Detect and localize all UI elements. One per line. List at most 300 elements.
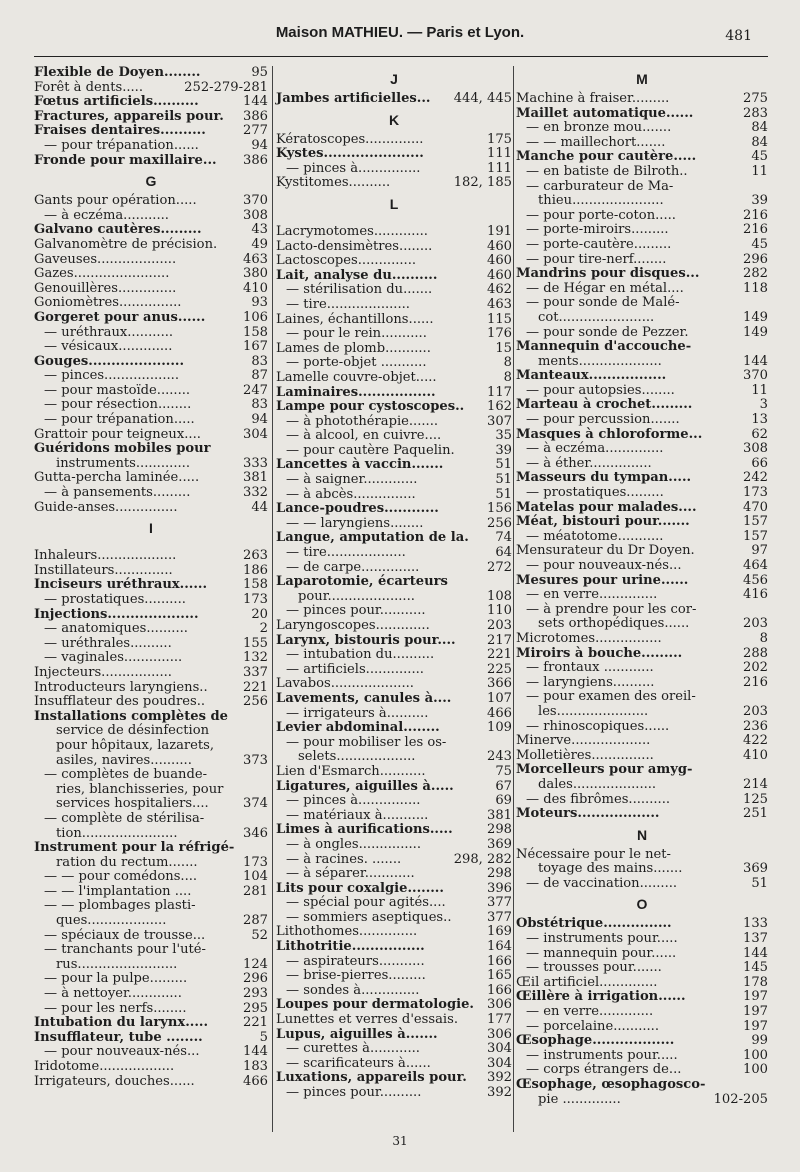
entry-page-ref: 158 bbox=[243, 577, 268, 593]
entry-term: Lamelle couvre-objet..... bbox=[276, 369, 437, 385]
entry-term: Lits pour coxalgie........ bbox=[276, 880, 444, 896]
index-entry bbox=[276, 429, 512, 444]
index-entry bbox=[276, 867, 512, 882]
index-entry bbox=[516, 961, 768, 976]
entry-page-ref: 94 bbox=[251, 412, 268, 428]
index-entry bbox=[516, 267, 768, 282]
index-entry bbox=[516, 501, 768, 516]
entry-page-ref: 243 bbox=[487, 749, 512, 765]
entry-term: — pour mobiliser les os- bbox=[286, 734, 447, 750]
index-entry bbox=[276, 663, 512, 678]
entry-term: — pour autopsies........ bbox=[526, 382, 675, 398]
entry-page-ref: 109 bbox=[487, 720, 512, 736]
entry-page-ref: 308 bbox=[743, 441, 768, 457]
index-entry bbox=[276, 809, 512, 824]
entry-term: — — plombages plasti- bbox=[44, 898, 196, 914]
index-entry bbox=[34, 637, 268, 652]
entry-page-ref: 100 bbox=[743, 1047, 768, 1063]
entry-page-ref: 155 bbox=[243, 635, 268, 651]
entry-term: Loupes pour dermatologie. bbox=[276, 997, 474, 1013]
entry-page-ref: 281 bbox=[243, 883, 268, 899]
entry-page-ref: 296 bbox=[743, 251, 768, 267]
entry-page-ref: 173 bbox=[243, 592, 268, 607]
index-entry bbox=[516, 530, 768, 545]
entry-page-ref: 169 bbox=[487, 924, 512, 940]
index-entry bbox=[276, 176, 512, 191]
index-entry bbox=[34, 282, 268, 297]
entry-page-ref: 298, 282 bbox=[453, 851, 512, 867]
entry-term: Molletières............... bbox=[516, 747, 654, 763]
entry-term: les...................... bbox=[538, 703, 649, 719]
entry-page-ref: 166 bbox=[487, 982, 512, 998]
entry-page-ref: 369 bbox=[487, 836, 512, 852]
index-entry bbox=[34, 724, 268, 739]
entry-page-ref: 444, 445 bbox=[453, 91, 512, 106]
index-entry bbox=[34, 564, 268, 579]
entry-page-ref: 298 bbox=[487, 822, 512, 838]
entry-term: — pour examen des oreil- bbox=[526, 689, 696, 705]
entry-page-ref: 144 bbox=[243, 94, 268, 110]
index-entry bbox=[516, 136, 768, 151]
entry-term: — tire................... bbox=[286, 545, 406, 561]
entry-page-ref: 282 bbox=[743, 266, 768, 282]
entry-term: Nécessaire pour le net- bbox=[516, 846, 671, 862]
index-entry bbox=[276, 648, 512, 663]
entry-page-ref: 275 bbox=[743, 91, 768, 106]
index-entry bbox=[516, 515, 768, 530]
index-entry bbox=[34, 710, 268, 725]
entry-page-ref: 51 bbox=[751, 875, 768, 891]
index-entry bbox=[516, 877, 768, 892]
index-entry bbox=[34, 622, 268, 637]
entry-page-ref: 75 bbox=[495, 763, 512, 779]
entry-page-ref: 236 bbox=[743, 718, 768, 734]
entry-term: — tranchants pour l'uté- bbox=[44, 942, 206, 958]
entry-term: — pour le rein........... bbox=[286, 326, 427, 342]
entry-page-ref: 277 bbox=[243, 123, 268, 139]
index-entry bbox=[276, 896, 512, 911]
entry-term: — pour les nerfs........ bbox=[44, 1000, 187, 1016]
entry-term: — porte-objet ........... bbox=[286, 355, 427, 371]
index-entry bbox=[516, 253, 768, 268]
index-entry bbox=[516, 617, 768, 632]
index-entry bbox=[276, 225, 512, 240]
index-entry bbox=[34, 943, 268, 958]
index-entry bbox=[34, 340, 268, 355]
entry-term: — complète de stérilisa- bbox=[44, 810, 205, 826]
entry-page-ref: 13 bbox=[751, 412, 768, 428]
index-entry bbox=[34, 856, 268, 871]
index-entry bbox=[516, 647, 768, 662]
index-entry bbox=[276, 254, 512, 269]
entry-term: Matelas pour malades.... bbox=[516, 499, 697, 515]
index-entry bbox=[34, 355, 268, 370]
entry-page-ref: 95 bbox=[251, 65, 268, 80]
index-entry bbox=[276, 911, 512, 926]
page-number: 481 bbox=[725, 28, 752, 44]
index-entry bbox=[34, 442, 268, 457]
entry-term: Lames de plomb........... bbox=[276, 340, 431, 356]
index-entry bbox=[516, 369, 768, 384]
entry-term: Lancettes à vaccin....... bbox=[276, 457, 444, 473]
index-entry bbox=[516, 238, 768, 253]
index-entry bbox=[516, 690, 768, 705]
entry-term: Instrument pour la réfrigé- bbox=[34, 840, 235, 856]
entry-term: — complètes de buande- bbox=[44, 767, 208, 783]
entry-term: Laparotomie, écarteurs bbox=[276, 574, 448, 590]
entry-term: — uréthrales.......... bbox=[44, 635, 172, 651]
entry-page-ref: 66 bbox=[751, 455, 768, 471]
entry-page-ref: 470 bbox=[743, 499, 768, 515]
entry-term: Ligatures, aiguilles à..... bbox=[276, 778, 454, 794]
entry-page-ref: 178 bbox=[743, 974, 768, 990]
index-entry bbox=[276, 488, 512, 503]
index-entry bbox=[34, 754, 268, 769]
entry-page-ref: 15 bbox=[495, 340, 512, 356]
entry-term: — à eczéma........... bbox=[44, 207, 169, 223]
entry-page-ref: 177 bbox=[487, 1012, 512, 1028]
entry-page-ref: 67 bbox=[495, 778, 512, 794]
index-entry bbox=[516, 990, 768, 1005]
entry-term: Lacrymotomes............. bbox=[276, 223, 428, 239]
entry-term: thieu...................... bbox=[538, 193, 664, 209]
entry-term: Insufflateur, tube ........ bbox=[34, 1029, 203, 1045]
entry-page-ref: 144 bbox=[243, 1044, 268, 1060]
entry-term: Guide-anses............... bbox=[34, 499, 178, 515]
index-entry bbox=[516, 92, 768, 107]
entry-term: Machine à fraiser......... bbox=[516, 91, 670, 106]
entry-term: Larynx, bistouris pour.... bbox=[276, 632, 456, 648]
entry-term: Lait, analyse du.......... bbox=[276, 267, 438, 283]
entry-term: Laines, échantillons...... bbox=[276, 311, 434, 327]
index-entry bbox=[34, 154, 268, 169]
entry-term: Morcelleurs pour amyg- bbox=[516, 762, 693, 778]
entry-term: Minerve................... bbox=[516, 733, 651, 749]
entry-page-ref: 173 bbox=[243, 854, 268, 870]
entry-page-ref: 83 bbox=[251, 397, 268, 413]
entry-term: sets orthopédiques...... bbox=[538, 616, 690, 632]
entry-term: Mensurateur du Dr Doyen. bbox=[516, 543, 695, 559]
entry-term: — rhinoscopiques...... bbox=[526, 718, 670, 734]
index-entry bbox=[516, 932, 768, 947]
entry-term: ration du rectum....... bbox=[56, 854, 198, 870]
entry-term: — de carpe.............. bbox=[286, 559, 420, 575]
index-entry bbox=[276, 736, 512, 751]
entry-page-ref: 464 bbox=[743, 558, 768, 573]
index-entry bbox=[516, 326, 768, 341]
entry-page-ref: 221 bbox=[243, 1015, 268, 1031]
index-entry bbox=[34, 238, 268, 253]
entry-term: — carburateur de Ma- bbox=[526, 178, 674, 194]
entry-page-ref: 111 bbox=[487, 160, 512, 176]
entry-page-ref: 52 bbox=[251, 927, 268, 943]
entry-page-ref: 118 bbox=[743, 280, 768, 296]
entry-page-ref: 263 bbox=[243, 548, 268, 564]
index-entry bbox=[516, 588, 768, 603]
entry-page-ref: 44 bbox=[251, 499, 268, 515]
entry-page-ref: 144 bbox=[743, 353, 768, 369]
entry-term: Guéridons mobiles pour bbox=[34, 441, 211, 457]
entry-term: Galvano cautères......... bbox=[34, 222, 202, 238]
entry-page-ref: 165 bbox=[487, 968, 512, 984]
index-entry bbox=[516, 180, 768, 195]
index-entry bbox=[276, 356, 512, 371]
entry-term: Fraises dentaires.......... bbox=[34, 123, 206, 139]
index-entry bbox=[276, 634, 512, 649]
entry-term: Obstétrique............... bbox=[516, 916, 672, 932]
entry-term: — des fibrômes.......... bbox=[526, 791, 671, 807]
running-title: Maison MATHIEU. — Paris et Lyon. bbox=[275, 24, 525, 41]
entry-page-ref: 83 bbox=[251, 353, 268, 369]
entry-term: Lupus, aiguilles à....... bbox=[276, 1026, 438, 1042]
index-entry bbox=[276, 517, 512, 532]
entry-page-ref: 333 bbox=[243, 455, 268, 471]
entry-term: Goniomètres............... bbox=[34, 295, 182, 311]
index-entry bbox=[276, 1028, 512, 1043]
index-entry bbox=[276, 473, 512, 488]
index-entry bbox=[276, 298, 512, 313]
entry-term: Laryngoscopes............. bbox=[276, 618, 430, 633]
index-entry bbox=[34, 987, 268, 1002]
entry-term: Limes à aurifications..... bbox=[276, 822, 453, 838]
entry-page-ref: 410 bbox=[243, 280, 268, 296]
entry-page-ref: 176 bbox=[487, 326, 512, 342]
entry-page-ref: 462 bbox=[487, 282, 512, 298]
entry-term: — laryngiens.......... bbox=[526, 674, 655, 690]
entry-term: Installations complètes de bbox=[34, 708, 229, 724]
index-entry bbox=[34, 124, 268, 139]
index-entry bbox=[34, 471, 268, 486]
entry-page-ref: 94 bbox=[251, 137, 268, 153]
entry-term: pour..................... bbox=[298, 588, 415, 604]
index-entry bbox=[516, 384, 768, 399]
entry-page-ref: 381 bbox=[487, 807, 512, 823]
entry-page-ref: 186 bbox=[243, 562, 268, 578]
index-entry bbox=[516, 574, 768, 589]
entry-term: Langue, amputation de la. bbox=[276, 530, 469, 546]
entry-term: — pour sonde de Malé- bbox=[526, 295, 680, 311]
entry-term: — instruments pour..... bbox=[526, 1047, 678, 1063]
entry-term: Lithotritie................ bbox=[276, 939, 425, 955]
entry-page-ref: 43 bbox=[251, 222, 268, 238]
index-entry bbox=[34, 139, 268, 154]
entry-page-ref: 191 bbox=[487, 223, 512, 239]
index-entry bbox=[276, 750, 512, 765]
entry-page-ref: 74 bbox=[495, 530, 512, 546]
entry-term: — brise-pierres......... bbox=[286, 968, 426, 984]
entry-term: ries, blanchisseries, pour bbox=[56, 781, 224, 797]
index-entry bbox=[276, 619, 512, 634]
entry-term: Genouillères.............. bbox=[34, 280, 177, 296]
index-entry bbox=[276, 780, 512, 795]
entry-page-ref: 124 bbox=[243, 956, 268, 972]
index-entry bbox=[34, 253, 268, 268]
entry-term: Œil artificiel.............. bbox=[516, 974, 658, 990]
entry-term: — en verre............. bbox=[526, 1004, 654, 1020]
entry-term: — de Hégar en métal.... bbox=[526, 280, 684, 296]
index-entry bbox=[34, 841, 268, 856]
index-entry bbox=[276, 147, 512, 162]
entry-page-ref: 162 bbox=[487, 399, 512, 415]
entry-page-ref: 203 bbox=[743, 703, 768, 719]
entry-term: — pour sonde de Pezzer. bbox=[526, 324, 689, 340]
index-entry bbox=[34, 929, 268, 944]
column-divider bbox=[513, 66, 514, 1132]
entry-page-ref: 221 bbox=[243, 679, 268, 695]
entry-term: Insufflateur des poudres.. bbox=[34, 694, 206, 710]
index-entry bbox=[34, 413, 268, 428]
entry-term: — intubation du.......... bbox=[286, 647, 435, 663]
entry-term: ments.................... bbox=[538, 353, 662, 369]
index-entry bbox=[276, 1071, 512, 1086]
entry-term: Lavements, canules à.... bbox=[276, 690, 452, 706]
entry-page-ref: 287 bbox=[243, 913, 268, 929]
section-letter: O bbox=[636, 896, 648, 913]
entry-term: — irrigateurs à.......... bbox=[286, 705, 429, 721]
entry-page-ref: 69 bbox=[495, 793, 512, 809]
entry-term: Jambes artificielles... bbox=[276, 91, 431, 106]
entry-page-ref: 460 bbox=[487, 238, 512, 254]
index-entry bbox=[34, 1016, 268, 1031]
index-entry bbox=[34, 812, 268, 827]
index-entry bbox=[34, 681, 268, 696]
entry-page-ref: 51 bbox=[495, 486, 512, 502]
index-entry bbox=[516, 632, 768, 647]
entry-term: Fractures, appareils pour. bbox=[34, 108, 224, 124]
index-entry bbox=[516, 763, 768, 778]
index-entry bbox=[276, 92, 512, 107]
index-entry bbox=[516, 603, 768, 618]
entry-term: — trousses pour....... bbox=[526, 960, 662, 976]
entry-page-ref: 84 bbox=[751, 134, 768, 150]
index-entry bbox=[516, 486, 768, 501]
signature-mark: 31 bbox=[392, 1134, 408, 1148]
entry-term: — à alcool, en cuivre.... bbox=[286, 428, 442, 444]
entry-term: Forêt à dents..... bbox=[34, 79, 144, 95]
index-entry bbox=[276, 269, 512, 284]
entry-page-ref: 108 bbox=[487, 588, 512, 604]
entry-page-ref: 203 bbox=[487, 618, 512, 633]
index-entry bbox=[516, 749, 768, 764]
section-letter: L bbox=[389, 195, 399, 212]
entry-page-ref: 386 bbox=[243, 152, 268, 168]
entry-page-ref: 157 bbox=[743, 528, 768, 544]
entry-page-ref: 149 bbox=[743, 324, 768, 340]
entry-page-ref: 110 bbox=[487, 603, 512, 619]
entry-term: — frontaux ............ bbox=[526, 660, 654, 676]
entry-page-ref: 100 bbox=[743, 1062, 768, 1078]
entry-page-ref: 158 bbox=[243, 324, 268, 340]
entry-term: pie .............. bbox=[538, 1091, 621, 1107]
entry-term: — anatomiques.......... bbox=[44, 621, 188, 637]
index-entry bbox=[516, 793, 768, 808]
entry-term: — à racines. ....... bbox=[286, 851, 402, 867]
index-entry bbox=[516, 862, 768, 877]
entry-term: Gants pour opération..... bbox=[34, 193, 197, 209]
page-header bbox=[0, 20, 800, 54]
entry-page-ref: 293 bbox=[243, 986, 268, 1002]
index-entry bbox=[516, 107, 768, 122]
entry-page-ref: 283 bbox=[743, 105, 768, 121]
entry-page-ref: 197 bbox=[743, 989, 768, 1005]
index-column-3 bbox=[516, 66, 768, 1107]
entry-page-ref: 202 bbox=[743, 660, 768, 676]
index-entry bbox=[516, 355, 768, 370]
entry-term: Fronde pour maxillaire... bbox=[34, 152, 217, 168]
index-entry bbox=[34, 1045, 268, 1060]
entry-term: Introducteurs laryngiens.. bbox=[34, 679, 208, 695]
index-entry bbox=[276, 415, 512, 430]
entry-term: asiles, navires.......... bbox=[56, 752, 192, 768]
index-entry bbox=[34, 267, 268, 282]
entry-term: — en batiste de Bilroth.. bbox=[526, 163, 688, 179]
index-entry bbox=[34, 296, 268, 311]
entry-page-ref: 97 bbox=[751, 543, 768, 559]
section-letter: I bbox=[149, 520, 153, 537]
entry-term: — à abcès............... bbox=[286, 486, 416, 502]
index-entry bbox=[276, 765, 512, 780]
entry-term: Inciseurs uréthraux...... bbox=[34, 577, 208, 593]
entry-page-ref: 214 bbox=[743, 776, 768, 792]
index-entry bbox=[34, 1031, 268, 1046]
entry-page-ref: 5 bbox=[259, 1029, 268, 1045]
index-entry bbox=[34, 768, 268, 783]
entry-page-ref: 49 bbox=[251, 236, 268, 252]
entry-page-ref: 369 bbox=[743, 861, 768, 877]
entry-term: — scarificateurs à...... bbox=[286, 1055, 431, 1071]
index-entry bbox=[276, 1086, 512, 1101]
entry-term: — à prendre pour les cor- bbox=[526, 601, 697, 617]
entry-term: Lithothomes.............. bbox=[276, 924, 418, 940]
entry-page-ref: 182, 185 bbox=[453, 175, 512, 191]
entry-page-ref: 173 bbox=[743, 485, 768, 501]
index-entry bbox=[516, 661, 768, 676]
entry-term: — spécial pour agités.... bbox=[286, 895, 446, 911]
entry-page-ref: 45 bbox=[751, 236, 768, 252]
entry-term: Œillère à irrigation...... bbox=[516, 989, 686, 1005]
entry-page-ref: 416 bbox=[743, 587, 768, 603]
index-entry bbox=[276, 561, 512, 576]
entry-term: Moteurs.................. bbox=[516, 806, 660, 822]
index-entry bbox=[276, 313, 512, 328]
index-entry bbox=[34, 549, 268, 564]
section-letter: K bbox=[388, 111, 400, 128]
entry-term: Iridotome.................. bbox=[34, 1059, 175, 1074]
index-entry bbox=[34, 457, 268, 472]
entry-page-ref: 99 bbox=[751, 1033, 768, 1049]
entry-page-ref: 422 bbox=[743, 733, 768, 749]
index-entry bbox=[34, 827, 268, 842]
index-entry bbox=[34, 81, 268, 96]
index-entry bbox=[34, 209, 268, 224]
index-entry bbox=[34, 428, 268, 443]
entry-term: Injections.................... bbox=[34, 606, 199, 622]
entry-page-ref: 247 bbox=[243, 382, 268, 398]
entry-term: cot....................... bbox=[538, 309, 655, 325]
index-entry bbox=[516, 150, 768, 165]
index-entry bbox=[34, 223, 268, 238]
index-entry bbox=[516, 1093, 768, 1108]
entry-term: Luxations, appareils pour. bbox=[276, 1070, 467, 1086]
entry-term: — à pansements......... bbox=[44, 485, 191, 501]
entry-term: — pour trépanation..... bbox=[44, 412, 195, 428]
index-entry bbox=[276, 940, 512, 955]
entry-term: toyage des mains....... bbox=[538, 861, 683, 877]
index-entry bbox=[34, 695, 268, 710]
entry-page-ref: 175 bbox=[487, 131, 512, 147]
entry-page-ref: 288 bbox=[743, 645, 768, 661]
entry-page-ref: 370 bbox=[743, 368, 768, 384]
